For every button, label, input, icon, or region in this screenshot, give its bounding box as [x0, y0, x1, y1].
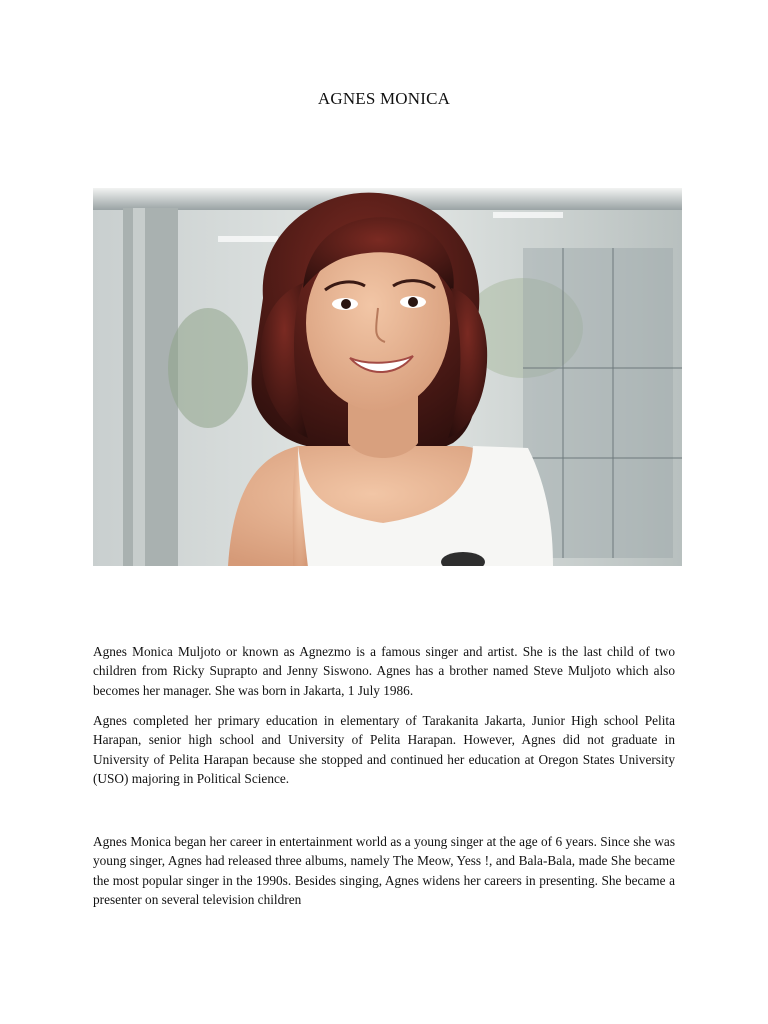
portrait-photo: [93, 188, 682, 566]
paragraph-education: Agnes completed her primary education in elementary of Tarakanita Jakarta, Junior High school Pelita Harapan, senior high school and University of Pelita Harapan. However, Agnes did not graduate in University of Pelita Harapan because she stopped and continued her education at Oregon States University (USO) majoring in Political Science.: [93, 713, 675, 787]
paragraph-biography-intro: Agnes Monica Muljoto or known as Agnezmo is a famous singer and artist. She is the last child of two children from Ricky Suprapto and Jenny Siswono. Agnes has a brother named Steve Muljoto which also becomes her manager. She was born in Jakarta, 1 July 1986.: [93, 644, 675, 698]
page-title: AGNES MONICA: [317, 89, 451, 108]
paragraph-career: Agnes Monica began her career in entertainment world as a young singer at the age of 6 years. Since she was young singer, Agnes had released three albums, namely The Meow, Yess !, and Bala-Bala, made She became the most popular singer in the 1990s. Besides singing, Agnes widens her careers in presenting. She became a presenter on several television children: [93, 834, 675, 908]
